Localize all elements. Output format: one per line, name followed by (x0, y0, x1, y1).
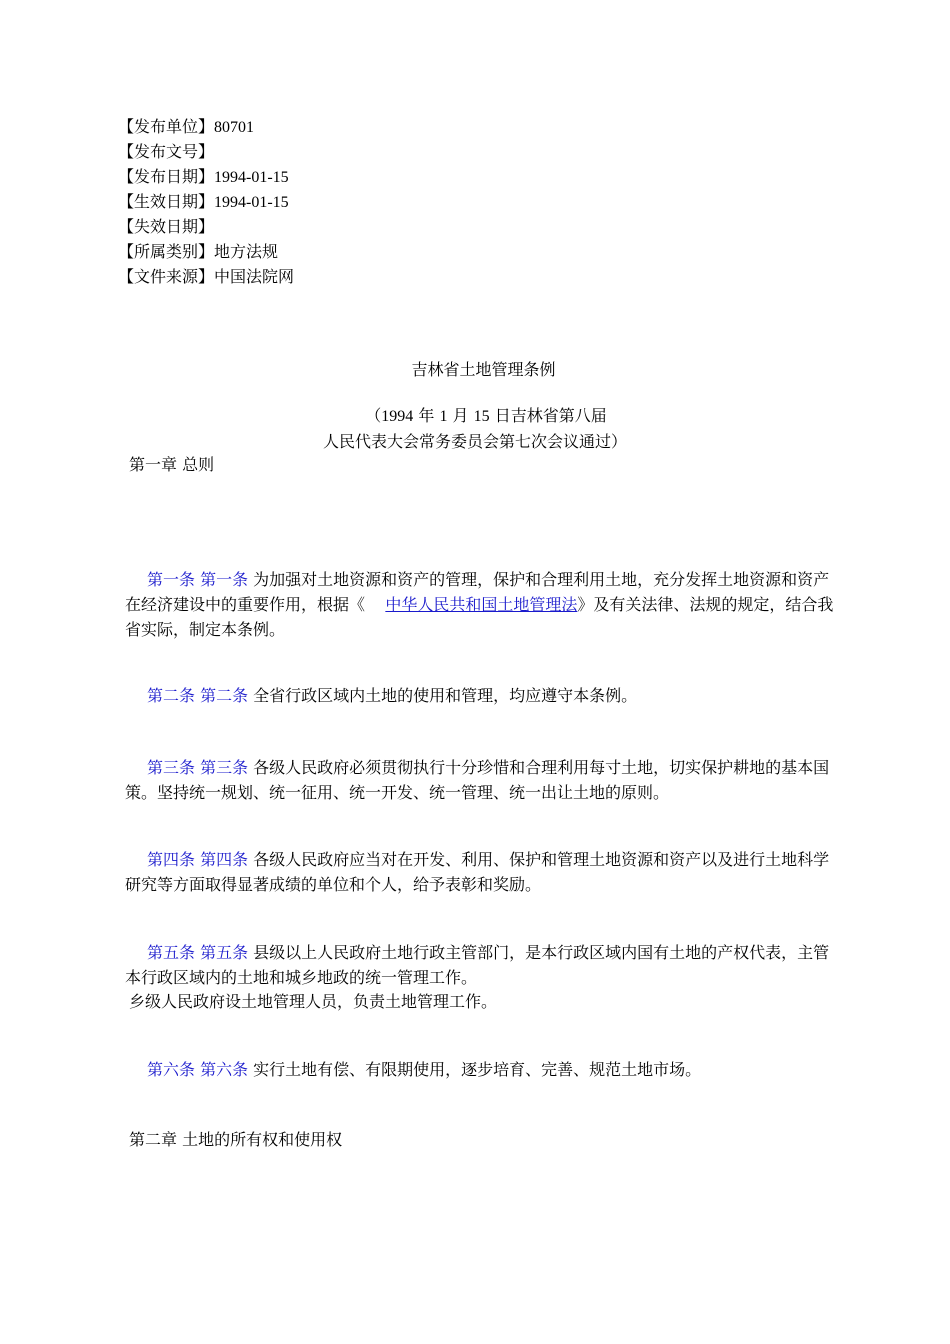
chapter-heading: 第一章 总则 (129, 455, 215, 474)
article-5-subparagraph: 乡级人民政府设土地管理人员，负责土地管理工作。 (129, 992, 498, 1011)
article-label: 第三条 第三条 (147, 758, 249, 777)
meta-effective-date (118, 189, 718, 214)
article-6 (125, 1057, 835, 1082)
meta-value: 1994-01-15 (214, 169, 289, 186)
meta-label: 【失效日期】 (118, 217, 215, 236)
meta-value: 中国法院网 (214, 269, 295, 286)
meta-label: 【发布文号】 (118, 142, 215, 161)
article-label: 第四条 第四条 (147, 850, 249, 869)
article-label: 第五条 第五条 (147, 943, 249, 962)
meta-publish-date (118, 164, 718, 189)
meta-publisher (118, 114, 718, 139)
meta-value: 80701 (214, 119, 255, 136)
metadata-block (118, 114, 718, 289)
meta-label: 【文件来源】 (118, 267, 215, 286)
article-1 (125, 567, 835, 642)
meta-label: 【发布单位】 (118, 117, 215, 136)
article-text: 全省行政区域内土地的使用和管理，均应遵守本条例。 (248, 686, 638, 705)
meta-category (118, 239, 718, 264)
law-link[interactable]: 中华人民共和国土地管理法 (385, 595, 578, 614)
article-text: 县级以上人民政府土地行政主管部门，是本行政区域内国有土地的产权代表，主管本行政区域内的土地和城乡地政的统一管理工作。 (125, 943, 830, 987)
article-4 (125, 847, 835, 897)
article-label: 第六条 第六条 (147, 1060, 249, 1079)
meta-label: 【生效日期】 (118, 192, 215, 211)
article-text: 为加强对土地资源和资产的管理，保护和合理利用土地，充分发挥土地资源和资产在经济建设中的重要作用，根据《 (125, 570, 830, 614)
article-label: 第一条 第一条 (147, 570, 249, 589)
article-5 (125, 940, 835, 990)
article-text: 实行土地有偿、有限期使用，逐步培育、完善、规范土地市场。 (248, 1060, 702, 1079)
subtitle-line-2: 人民代表大会常务委员会第七次会议通过） (322, 432, 627, 451)
chapter-heading: 第二章 土地的所有权和使用权 (129, 1130, 343, 1149)
meta-source (118, 264, 718, 289)
meta-label: 【所属类别】 (118, 242, 215, 261)
subtitle-line-1: （1994 年 1 月 15 日吉林省第八届 (365, 406, 607, 425)
document-subtitle (0, 403, 950, 454)
meta-value: 地方法规 (214, 244, 279, 261)
meta-value: 1994-01-15 (214, 194, 289, 211)
article-text: 各级人民政府应当对在开发、利用、保护和管理土地资源和资产以及进行土地科学研究等方面取得显著成绩的单位和个人，给予表彰和奖励。 (125, 850, 830, 894)
meta-doc-number (118, 139, 718, 164)
article-text: 》及有关法律、法规的规定，结合我省实际，制定本条例。 (125, 595, 834, 639)
meta-expiry-date (118, 214, 718, 239)
article-text: 各级人民政府必须贯彻执行十分珍惜和合理利用每寸土地，切实保护耕地的基本国策。坚持统一规划、统一征用、统一开发、统一管理、统一出让土地的原则。 (125, 758, 830, 802)
meta-label: 【发布日期】 (118, 167, 215, 186)
article-3 (125, 755, 835, 805)
document-title: 吉林省土地管理条例 (411, 360, 556, 379)
article-label: 第二条 第二条 (147, 686, 249, 705)
article-2 (125, 683, 835, 708)
